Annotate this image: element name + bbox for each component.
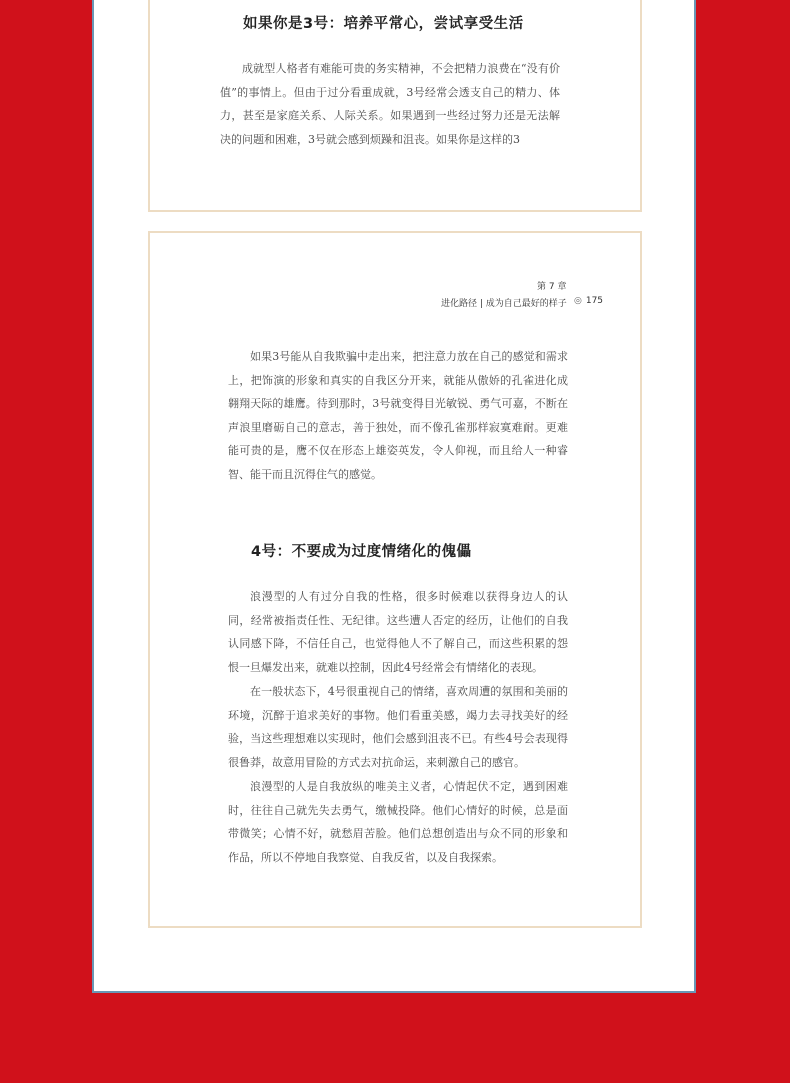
section-heading-3: 如果你是3号：培养平常心，尝试享受生活: [243, 16, 524, 32]
running-head: 进化路径 | 成为自己最好的样子: [441, 299, 567, 309]
body-paragraph: 成就型人格者有难能可贵的务实精神，不会把精力浪费在“没有价值”的事情上。但由于过分看重成就，3号经常会透支自己的精力、体力，甚至是家庭关系、人际关系。如果遇到一些经过努力还是无法解决的问题和困难，3号就会感到烦躁和沮丧。如果你是这样的3: [220, 62, 560, 146]
page-number: [574, 296, 603, 306]
body-paragraph: 如果3号能从自我欺骗中走出来，把注意力放在自己的感觉和需求上，把饰演的形象和真实的自我区分开来，就能从傲娇的孔雀进化成翱翔天际的雄鹰。待到那时，3号就变得目光敏锐、勇气可嘉，不断在声浪里磨砺自己的意志，善于独处，而不像孔雀那样寂寞难耐。更难能可贵的是，鹰不仅在形态上雄姿英发，令人仰视，而且给人一种睿智、能干而且沉得住气的感觉。: [228, 350, 568, 481]
circle-icon: ◎: [574, 296, 582, 306]
body-paragraph: 浪漫型的人是自我放纵的唯美主义者，心情起伏不定，遇到困难时，往往自己就先失去勇气，缴械投降。他们心情好的时候，总是面带微笑；心情不好，就愁眉苦脸。他们总想创造出与众不同的形象和作品，所以不停地自我察觉、自我反省，以及自我探索。: [228, 780, 568, 864]
body-paragraph: 在一般状态下，4号很重视自己的情绪，喜欢周遭的氛围和美丽的环境，沉醉于追求美好的事物。他们看重美感，竭力去寻找美好的经验，当这些理想难以实现时，他们会感到沮丧不已。有些4号会表现得很鲁莽，故意用冒险的方式去对抗命运，来刺激自己的感官。: [228, 685, 568, 769]
page-number-value: 175: [585, 296, 604, 306]
section-heading-4: 4号：不要成为过度情绪化的傀儡: [251, 544, 472, 560]
chapter-label: 第 7 章: [537, 282, 567, 292]
body-paragraph: 浪漫型的人有过分自我的性格，很多时候难以获得身边人的认同，经常被指责任性、无纪律。这些遭人否定的经历，让他们的自我认同感下降，不信任自己，也觉得他人不了解自己，而这些积累的怨恨一旦爆发出来，就难以控制，因此4号经常会有情绪化的表现。: [228, 590, 568, 674]
